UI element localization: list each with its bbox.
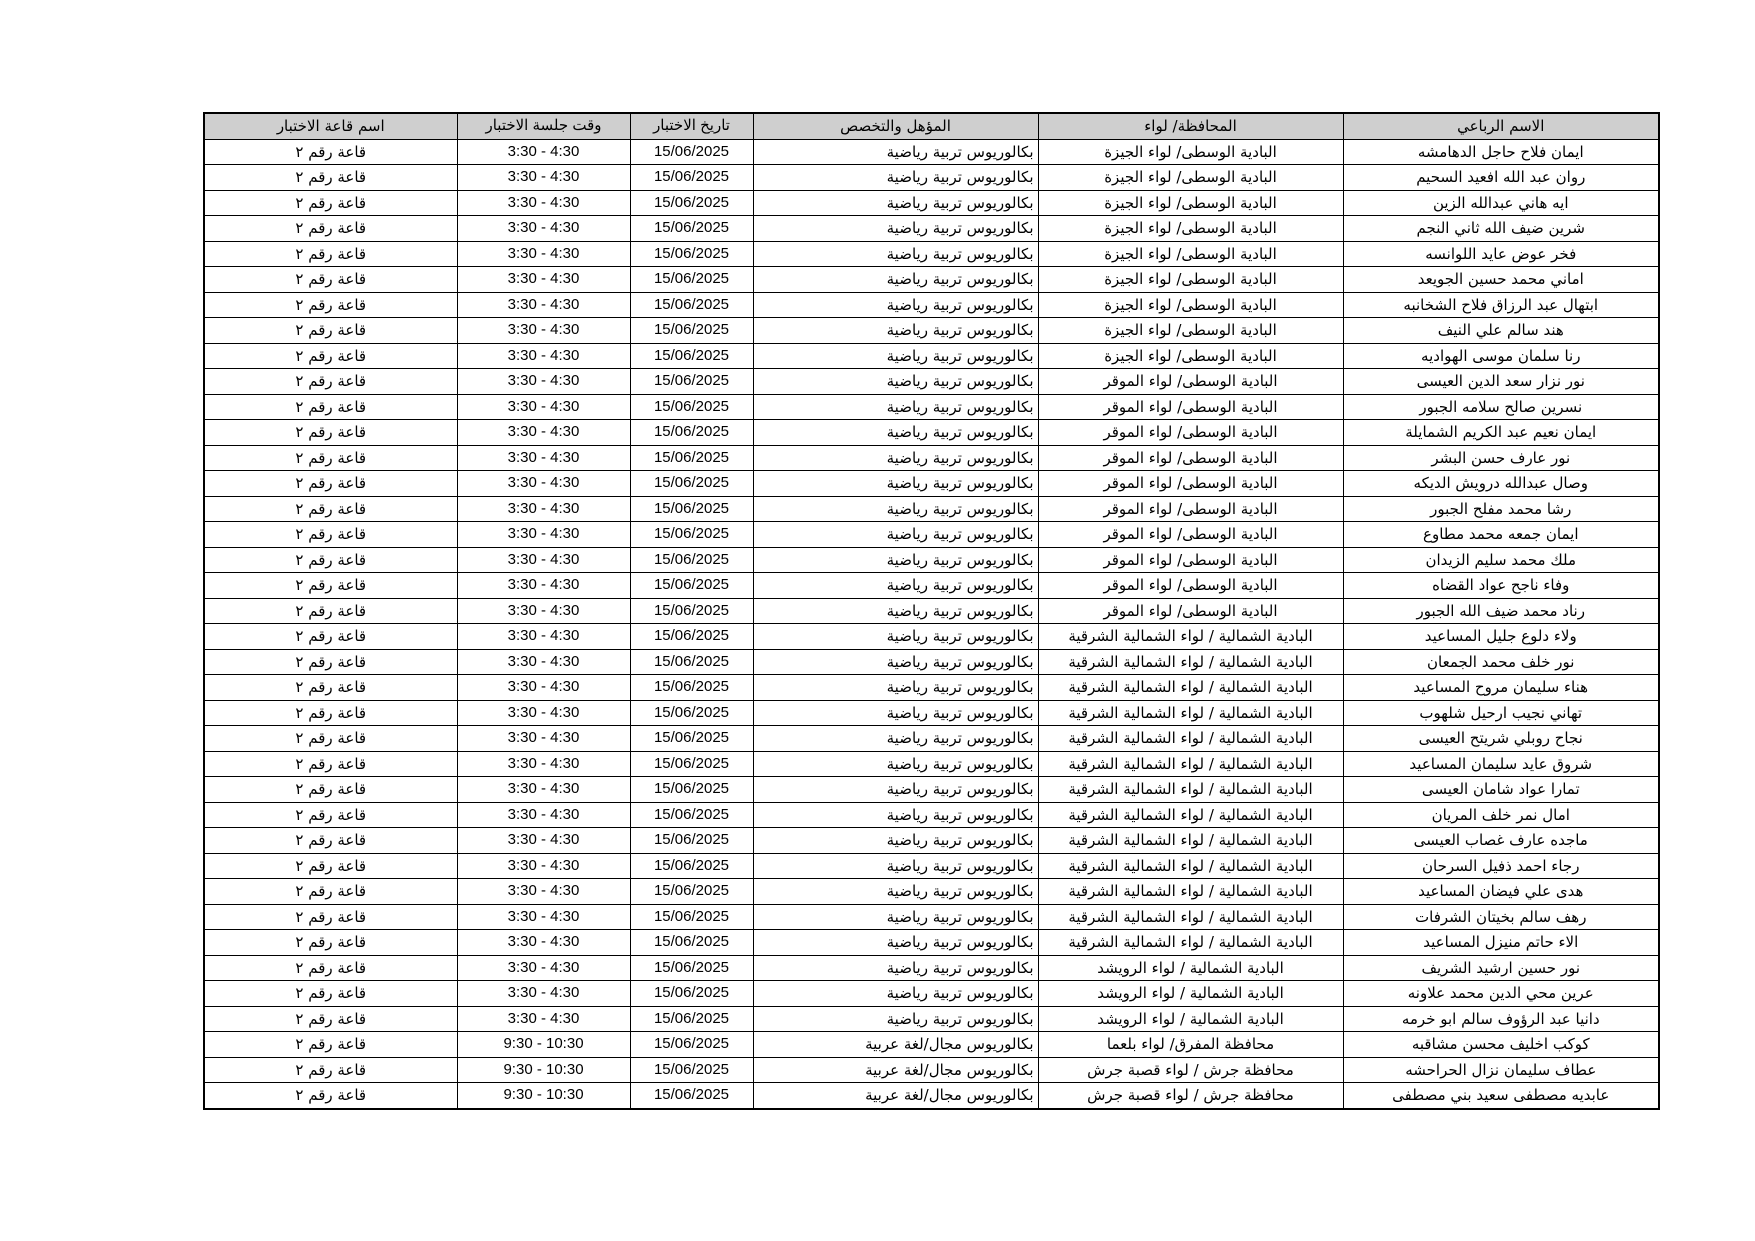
cell-governorate: البادية الوسطى/ لواء الموقر — [1038, 369, 1343, 395]
cell-time: 3:30 - 4:30 — [457, 828, 630, 854]
table-row — [204, 496, 1659, 522]
cell-qualification: بكالوريوس تربية رياضية — [753, 955, 1038, 981]
cell-date: 15/06/2025 — [630, 726, 753, 752]
cell-date: 15/06/2025 — [630, 369, 753, 395]
cell-date: 15/06/2025 — [630, 802, 753, 828]
table-row — [204, 165, 1659, 191]
cell-qualification: بكالوريوس تربية رياضية — [753, 981, 1038, 1007]
cell-time: 3:30 - 4:30 — [457, 955, 630, 981]
cell-governorate: البادية الشمالية / لواء الشمالية الشرقية — [1038, 649, 1343, 675]
cell-name: نور حسين ارشيد الشريف — [1343, 955, 1659, 981]
cell-governorate: البادية الشمالية / لواء الشمالية الشرقية — [1038, 828, 1343, 854]
cell-qualification: بكالوريوس تربية رياضية — [753, 420, 1038, 446]
cell-time: 3:30 - 4:30 — [457, 318, 630, 344]
table-row — [204, 598, 1659, 624]
cell-name: ماجده عارف غصاب العيسى — [1343, 828, 1659, 854]
cell-qualification: بكالوريوس تربية رياضية — [753, 726, 1038, 752]
cell-governorate: البادية الوسطى/ لواء الموقر — [1038, 547, 1343, 573]
cell-hall: قاعة رقم ٢ — [204, 267, 457, 293]
cell-hall: قاعة رقم ٢ — [204, 1032, 457, 1058]
table-row — [204, 675, 1659, 701]
cell-governorate: البادية الوسطى/ لواء الجيزة — [1038, 241, 1343, 267]
cell-hall: قاعة رقم ٢ — [204, 828, 457, 854]
cell-qualification: بكالوريوس تربية رياضية — [753, 267, 1038, 293]
cell-name: الاء حاتم منيزل المساعيد — [1343, 930, 1659, 956]
cell-hall: قاعة رقم ٢ — [204, 573, 457, 599]
cell-qualification: بكالوريوس مجال/لغة عربية — [753, 1057, 1038, 1083]
cell-name: هناء سليمان مروح المساعيد — [1343, 675, 1659, 701]
table-row — [204, 369, 1659, 395]
cell-name: وصال عبدالله درويش الديكه — [1343, 471, 1659, 497]
cell-qualification: بكالوريوس تربية رياضية — [753, 649, 1038, 675]
cell-name: شرين ضيف الله ثاني النجم — [1343, 216, 1659, 242]
cell-hall: قاعة رقم ٢ — [204, 624, 457, 650]
cell-name: ملك محمد سليم الزيدان — [1343, 547, 1659, 573]
cell-qualification: بكالوريوس تربية رياضية — [753, 139, 1038, 165]
cell-date: 15/06/2025 — [630, 394, 753, 420]
header-time: وقت جلسة الاختبار — [457, 113, 630, 139]
cell-date: 15/06/2025 — [630, 1032, 753, 1058]
cell-governorate: البادية الشمالية / لواء الشمالية الشرقية — [1038, 879, 1343, 905]
header-qualification: المؤهل والتخصص — [753, 113, 1038, 139]
cell-date: 15/06/2025 — [630, 420, 753, 446]
cell-governorate: البادية الشمالية / لواء الشمالية الشرقية — [1038, 853, 1343, 879]
table-row — [204, 853, 1659, 879]
cell-date: 15/06/2025 — [630, 649, 753, 675]
header-row — [204, 113, 1659, 139]
cell-governorate: البادية الشمالية / لواء الشمالية الشرقية — [1038, 802, 1343, 828]
cell-time: 9:30 - 10:30 — [457, 1032, 630, 1058]
cell-hall: قاعة رقم ٢ — [204, 292, 457, 318]
cell-name: رهف سالم بخيتان الشرفات — [1343, 904, 1659, 930]
cell-governorate: البادية الوسطى/ لواء الجيزة — [1038, 267, 1343, 293]
cell-name: اماني محمد حسين الجويعد — [1343, 267, 1659, 293]
cell-name: نور خلف محمد الجمعان — [1343, 649, 1659, 675]
cell-hall: قاعة رقم ٢ — [204, 165, 457, 191]
table-row — [204, 318, 1659, 344]
cell-governorate: البادية الوسطى/ لواء الجيزة — [1038, 292, 1343, 318]
cell-hall: قاعة رقم ٢ — [204, 802, 457, 828]
cell-hall: قاعة رقم ٢ — [204, 649, 457, 675]
cell-qualification: بكالوريوس تربية رياضية — [753, 369, 1038, 395]
table-row — [204, 471, 1659, 497]
cell-qualification: بكالوريوس تربية رياضية — [753, 930, 1038, 956]
table-row — [204, 343, 1659, 369]
cell-time: 9:30 - 10:30 — [457, 1083, 630, 1109]
cell-qualification: بكالوريوس تربية رياضية — [753, 471, 1038, 497]
cell-name: عطاف سليمان نزال الحراحشه — [1343, 1057, 1659, 1083]
cell-qualification: بكالوريوس تربية رياضية — [753, 700, 1038, 726]
cell-name: هدى علي فيضان المساعيد — [1343, 879, 1659, 905]
cell-governorate: البادية الوسطى/ لواء الموقر — [1038, 394, 1343, 420]
cell-qualification: بكالوريوس تربية رياضية — [753, 318, 1038, 344]
table-row — [204, 700, 1659, 726]
cell-qualification: بكالوريوس تربية رياضية — [753, 522, 1038, 548]
cell-governorate: محافظة المفرق/ لواء بلعما — [1038, 1032, 1343, 1058]
cell-hall: قاعة رقم ٢ — [204, 598, 457, 624]
table-row — [204, 828, 1659, 854]
table-row — [204, 1083, 1659, 1109]
cell-name: روان عبد الله افعيد السحيم — [1343, 165, 1659, 191]
cell-hall: قاعة رقم ٢ — [204, 904, 457, 930]
cell-time: 3:30 - 4:30 — [457, 853, 630, 879]
cell-qualification: بكالوريوس تربية رياضية — [753, 802, 1038, 828]
cell-date: 15/06/2025 — [630, 981, 753, 1007]
table-row — [204, 649, 1659, 675]
cell-name: ايمان جمعه محمد مطاوع — [1343, 522, 1659, 548]
cell-date: 15/06/2025 — [630, 879, 753, 905]
header-hall: اسم قاعة الاختبار — [204, 113, 457, 139]
cell-qualification: بكالوريوس تربية رياضية — [753, 241, 1038, 267]
cell-hall: قاعة رقم ٢ — [204, 241, 457, 267]
cell-governorate: البادية الشمالية / لواء الشمالية الشرقية — [1038, 675, 1343, 701]
cell-governorate: البادية الشمالية / لواء الشمالية الشرقية — [1038, 700, 1343, 726]
cell-hall: قاعة رقم ٢ — [204, 1006, 457, 1032]
cell-name: رشا محمد مفلح الجبور — [1343, 496, 1659, 522]
cell-governorate: البادية الشمالية / لواء الرويشد — [1038, 981, 1343, 1007]
cell-hall: قاعة رقم ٢ — [204, 700, 457, 726]
cell-hall: قاعة رقم ٢ — [204, 1057, 457, 1083]
table-row — [204, 1057, 1659, 1083]
cell-name: تهاني نجيب ارحيل شلهوب — [1343, 700, 1659, 726]
cell-date: 15/06/2025 — [630, 573, 753, 599]
cell-qualification: بكالوريوس تربية رياضية — [753, 573, 1038, 599]
cell-time: 3:30 - 4:30 — [457, 675, 630, 701]
cell-date: 15/06/2025 — [630, 522, 753, 548]
cell-time: 3:30 - 4:30 — [457, 802, 630, 828]
table-row — [204, 445, 1659, 471]
cell-date: 15/06/2025 — [630, 318, 753, 344]
cell-time: 3:30 - 4:30 — [457, 445, 630, 471]
cell-hall: قاعة رقم ٢ — [204, 1083, 457, 1109]
cell-qualification: بكالوريوس تربية رياضية — [753, 394, 1038, 420]
cell-name: دانيا عبد الرؤوف سالم ابو خرمه — [1343, 1006, 1659, 1032]
cell-time: 9:30 - 10:30 — [457, 1057, 630, 1083]
cell-time: 3:30 - 4:30 — [457, 726, 630, 752]
cell-hall: قاعة رقم ٢ — [204, 190, 457, 216]
table-row — [204, 216, 1659, 242]
cell-governorate: البادية الشمالية / لواء الرويشد — [1038, 955, 1343, 981]
table-row — [204, 547, 1659, 573]
cell-hall: قاعة رقم ٢ — [204, 496, 457, 522]
cell-qualification: بكالوريوس تربية رياضية — [753, 1006, 1038, 1032]
cell-date: 15/06/2025 — [630, 496, 753, 522]
table-row — [204, 879, 1659, 905]
cell-time: 3:30 - 4:30 — [457, 547, 630, 573]
table-row — [204, 726, 1659, 752]
table-row — [204, 955, 1659, 981]
cell-governorate: البادية الوسطى/ لواء الموقر — [1038, 471, 1343, 497]
cell-time: 3:30 - 4:30 — [457, 267, 630, 293]
cell-date: 15/06/2025 — [630, 624, 753, 650]
cell-qualification: بكالوريوس تربية رياضية — [753, 828, 1038, 854]
cell-date: 15/06/2025 — [630, 343, 753, 369]
cell-date: 15/06/2025 — [630, 139, 753, 165]
cell-name: رنا سلمان موسى الهواديه — [1343, 343, 1659, 369]
cell-governorate: البادية الوسطى/ لواء الموقر — [1038, 420, 1343, 446]
cell-name: ايمان نعيم عبد الكريم الشمايلة — [1343, 420, 1659, 446]
table-body — [204, 139, 1659, 1109]
cell-time: 3:30 - 4:30 — [457, 369, 630, 395]
cell-governorate: البادية الشمالية / لواء الشمالية الشرقية — [1038, 751, 1343, 777]
cell-time: 3:30 - 4:30 — [457, 241, 630, 267]
cell-qualification: بكالوريوس تربية رياضية — [753, 879, 1038, 905]
table-row — [204, 904, 1659, 930]
cell-hall: قاعة رقم ٢ — [204, 139, 457, 165]
cell-name: نور عارف حسن البشر — [1343, 445, 1659, 471]
cell-name: كوكب اخليف محسن مشاقبه — [1343, 1032, 1659, 1058]
cell-time: 3:30 - 4:30 — [457, 751, 630, 777]
cell-name: تمارا عواد شامان العيسى — [1343, 777, 1659, 803]
cell-name: وفاء ناجح عواد القضاه — [1343, 573, 1659, 599]
cell-governorate: البادية الوسطى/ لواء الموقر — [1038, 522, 1343, 548]
cell-qualification: بكالوريوس تربية رياضية — [753, 216, 1038, 242]
table-row — [204, 981, 1659, 1007]
cell-name: امال نمر خلف المريان — [1343, 802, 1659, 828]
cell-time: 3:30 - 4:30 — [457, 930, 630, 956]
table-row — [204, 1032, 1659, 1058]
cell-date: 15/06/2025 — [630, 216, 753, 242]
cell-governorate: البادية الشمالية / لواء الرويشد — [1038, 1006, 1343, 1032]
cell-time: 3:30 - 4:30 — [457, 624, 630, 650]
cell-governorate: البادية الوسطى/ لواء الموقر — [1038, 496, 1343, 522]
cell-time: 3:30 - 4:30 — [457, 471, 630, 497]
cell-name: عابديه مصطفى سعيد بني مصطفى — [1343, 1083, 1659, 1109]
cell-hall: قاعة رقم ٢ — [204, 522, 457, 548]
cell-qualification: بكالوريوس تربية رياضية — [753, 904, 1038, 930]
cell-qualification: بكالوريوس تربية رياضية — [753, 598, 1038, 624]
header-governorate: المحافظة/ لواء — [1038, 113, 1343, 139]
header-name: الاسم الرباعي — [1343, 113, 1659, 139]
table-row — [204, 420, 1659, 446]
cell-hall: قاعة رقم ٢ — [204, 471, 457, 497]
cell-hall: قاعة رقم ٢ — [204, 369, 457, 395]
cell-qualification: بكالوريوس تربية رياضية — [753, 751, 1038, 777]
cell-date: 15/06/2025 — [630, 700, 753, 726]
cell-date: 15/06/2025 — [630, 777, 753, 803]
cell-hall: قاعة رقم ٢ — [204, 726, 457, 752]
table-row — [204, 1006, 1659, 1032]
cell-hall: قاعة رقم ٢ — [204, 445, 457, 471]
cell-time: 3:30 - 4:30 — [457, 420, 630, 446]
cell-date: 15/06/2025 — [630, 547, 753, 573]
cell-time: 3:30 - 4:30 — [457, 394, 630, 420]
cell-qualification: بكالوريوس تربية رياضية — [753, 853, 1038, 879]
cell-time: 3:30 - 4:30 — [457, 777, 630, 803]
cell-qualification: بكالوريوس تربية رياضية — [753, 777, 1038, 803]
cell-qualification: بكالوريوس تربية رياضية — [753, 343, 1038, 369]
cell-time: 3:30 - 4:30 — [457, 522, 630, 548]
cell-date: 15/06/2025 — [630, 1083, 753, 1109]
cell-time: 3:30 - 4:30 — [457, 879, 630, 905]
cell-qualification: بكالوريوس تربية رياضية — [753, 190, 1038, 216]
cell-hall: قاعة رقم ٢ — [204, 394, 457, 420]
cell-date: 15/06/2025 — [630, 1006, 753, 1032]
cell-time: 3:30 - 4:30 — [457, 1006, 630, 1032]
cell-date: 15/06/2025 — [630, 445, 753, 471]
cell-name: نسرين صالح سلامه الجبور — [1343, 394, 1659, 420]
cell-time: 3:30 - 4:30 — [457, 165, 630, 191]
cell-qualification: بكالوريوس تربية رياضية — [753, 292, 1038, 318]
cell-time: 3:30 - 4:30 — [457, 981, 630, 1007]
cell-governorate: البادية الشمالية / لواء الشمالية الشرقية — [1038, 930, 1343, 956]
cell-governorate: البادية الوسطى/ لواء الجيزة — [1038, 216, 1343, 242]
table-row — [204, 394, 1659, 420]
cell-hall: قاعة رقم ٢ — [204, 853, 457, 879]
cell-time: 3:30 - 4:30 — [457, 904, 630, 930]
cell-governorate: البادية الشمالية / لواء الشمالية الشرقية — [1038, 777, 1343, 803]
cell-hall: قاعة رقم ٢ — [204, 547, 457, 573]
cell-time: 3:30 - 4:30 — [457, 598, 630, 624]
cell-governorate: محافظة جرش / لواء قصبة جرش — [1038, 1083, 1343, 1109]
table-row — [204, 777, 1659, 803]
cell-qualification: بكالوريوس تربية رياضية — [753, 624, 1038, 650]
cell-time: 3:30 - 4:30 — [457, 649, 630, 675]
cell-hall: قاعة رقم ٢ — [204, 879, 457, 905]
cell-qualification: بكالوريوس تربية رياضية — [753, 547, 1038, 573]
cell-hall: قاعة رقم ٢ — [204, 420, 457, 446]
cell-hall: قاعة رقم ٢ — [204, 955, 457, 981]
cell-date: 15/06/2025 — [630, 904, 753, 930]
cell-governorate: البادية الوسطى/ لواء الموقر — [1038, 445, 1343, 471]
cell-qualification: بكالوريوس تربية رياضية — [753, 165, 1038, 191]
cell-name: رناد محمد ضيف الله الجبور — [1343, 598, 1659, 624]
table-row — [204, 751, 1659, 777]
cell-name: فخر عوض عايد اللوانسه — [1343, 241, 1659, 267]
table-row — [204, 241, 1659, 267]
cell-date: 15/06/2025 — [630, 598, 753, 624]
cell-hall: قاعة رقم ٢ — [204, 675, 457, 701]
cell-governorate: محافظة جرش / لواء قصبة جرش — [1038, 1057, 1343, 1083]
cell-governorate: البادية الشمالية / لواء الشمالية الشرقية — [1038, 726, 1343, 752]
header-date: تاريخ الاختبار — [630, 113, 753, 139]
cell-name: نور نزار سعد الدين العيسى — [1343, 369, 1659, 395]
cell-time: 3:30 - 4:30 — [457, 292, 630, 318]
cell-governorate: البادية الوسطى/ لواء الجيزة — [1038, 165, 1343, 191]
cell-time: 3:30 - 4:30 — [457, 573, 630, 599]
cell-governorate: البادية الوسطى/ لواء الجيزة — [1038, 190, 1343, 216]
cell-hall: قاعة رقم ٢ — [204, 930, 457, 956]
cell-date: 15/06/2025 — [630, 955, 753, 981]
table-header — [204, 113, 1659, 139]
cell-time: 3:30 - 4:30 — [457, 343, 630, 369]
candidates-table — [203, 112, 1660, 1110]
table-row — [204, 292, 1659, 318]
cell-name: ولاء دلوع جليل المساعيد — [1343, 624, 1659, 650]
table-row — [204, 930, 1659, 956]
cell-time: 3:30 - 4:30 — [457, 216, 630, 242]
cell-governorate: البادية الوسطى/ لواء الجيزة — [1038, 343, 1343, 369]
cell-hall: قاعة رقم ٢ — [204, 343, 457, 369]
cell-qualification: بكالوريوس مجال/لغة عربية — [753, 1032, 1038, 1058]
cell-hall: قاعة رقم ٢ — [204, 318, 457, 344]
cell-governorate: البادية الشمالية / لواء الشمالية الشرقية — [1038, 624, 1343, 650]
table-row — [204, 139, 1659, 165]
cell-hall: قاعة رقم ٢ — [204, 751, 457, 777]
table-row — [204, 573, 1659, 599]
cell-time: 3:30 - 4:30 — [457, 496, 630, 522]
table-row — [204, 267, 1659, 293]
cell-qualification: بكالوريوس تربية رياضية — [753, 675, 1038, 701]
cell-qualification: بكالوريوس تربية رياضية — [753, 496, 1038, 522]
cell-governorate: البادية الوسطى/ لواء الجيزة — [1038, 318, 1343, 344]
cell-date: 15/06/2025 — [630, 241, 753, 267]
cell-date: 15/06/2025 — [630, 471, 753, 497]
table-row — [204, 190, 1659, 216]
cell-date: 15/06/2025 — [630, 292, 753, 318]
cell-name: ابتهال عبد الرزاق فلاح الشخانبه — [1343, 292, 1659, 318]
cell-name: عرين محي الدين محمد علاونه — [1343, 981, 1659, 1007]
cell-qualification: بكالوريوس تربية رياضية — [753, 445, 1038, 471]
cell-time: 3:30 - 4:30 — [457, 190, 630, 216]
cell-name: نجاح روبلي شريتح العيسى — [1343, 726, 1659, 752]
cell-qualification: بكالوريوس مجال/لغة عربية — [753, 1083, 1038, 1109]
cell-date: 15/06/2025 — [630, 1057, 753, 1083]
cell-time: 3:30 - 4:30 — [457, 700, 630, 726]
cell-hall: قاعة رقم ٢ — [204, 216, 457, 242]
cell-governorate: البادية الوسطى/ لواء الموقر — [1038, 598, 1343, 624]
cell-date: 15/06/2025 — [630, 267, 753, 293]
cell-hall: قاعة رقم ٢ — [204, 981, 457, 1007]
cell-governorate: البادية الشمالية / لواء الشمالية الشرقية — [1038, 904, 1343, 930]
table-row — [204, 522, 1659, 548]
cell-name: هند سالم علي النيف — [1343, 318, 1659, 344]
cell-hall: قاعة رقم ٢ — [204, 777, 457, 803]
cell-governorate: البادية الوسطى/ لواء الموقر — [1038, 573, 1343, 599]
cell-date: 15/06/2025 — [630, 165, 753, 191]
cell-name: ايمان فلاح حاجل الدهامشه — [1343, 139, 1659, 165]
cell-date: 15/06/2025 — [630, 675, 753, 701]
table-row — [204, 624, 1659, 650]
cell-name: رجاء احمد ذفيل السرحان — [1343, 853, 1659, 879]
cell-date: 15/06/2025 — [630, 930, 753, 956]
table-row — [204, 802, 1659, 828]
cell-name: شروق عايد سليمان المساعيد — [1343, 751, 1659, 777]
cell-date: 15/06/2025 — [630, 190, 753, 216]
cell-date: 15/06/2025 — [630, 751, 753, 777]
cell-time: 3:30 - 4:30 — [457, 139, 630, 165]
cell-date: 15/06/2025 — [630, 828, 753, 854]
cell-name: ايه هاني عبدالله الزين — [1343, 190, 1659, 216]
cell-date: 15/06/2025 — [630, 853, 753, 879]
cell-governorate: البادية الوسطى/ لواء الجيزة — [1038, 139, 1343, 165]
